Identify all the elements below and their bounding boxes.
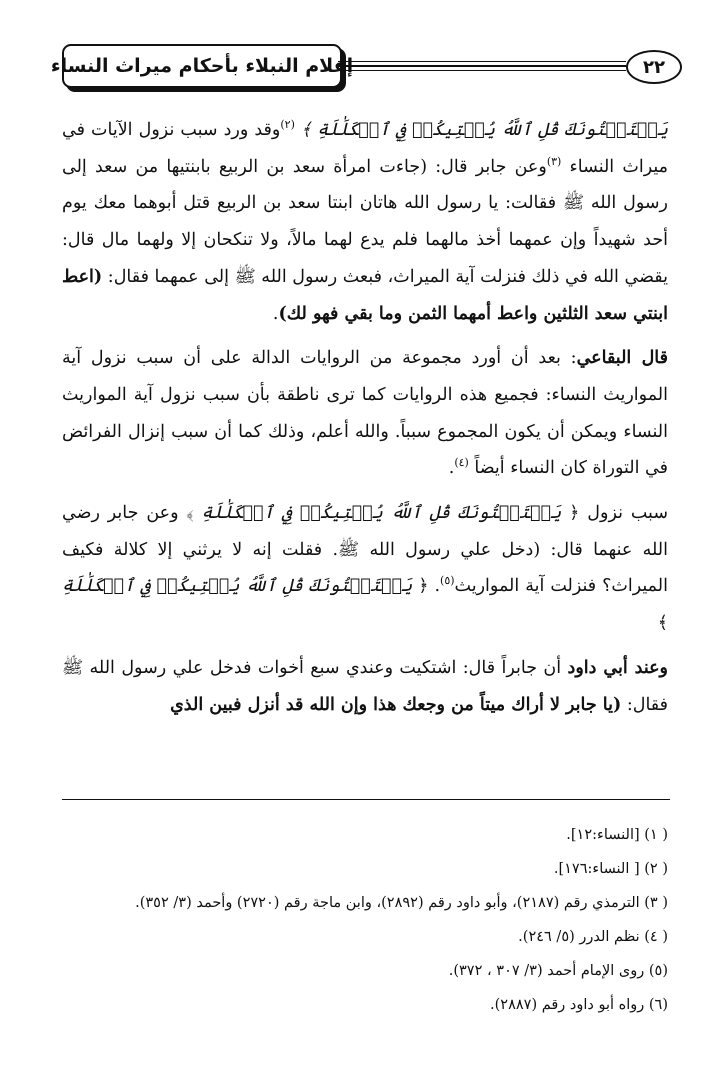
footnote: (٦) رواه أبو داود رقم (٢٨٨٧). [490, 997, 668, 1013]
footnotes [62, 818, 668, 1022]
text-segment: وعن جابر قال: (جاءت امرأة سعد بن الربيع بابنتيها من سعد إلى رسول الله ﷺ فقالت: يا رسول الله هاتان ابنتا سعد بن الربيع قتل أبوهما معك يوم أحد شهيداً وإن عمهما أخذ مالهما فلم يدع لهما مالاً، ولا تنكحان إلا ولهما مال قال: يقضي الله في ذلك فنزلت آية الميراث، فبعث رسول الله ﷺ إلى عمهما فقال: [62, 156, 668, 287]
text-segment: ﴾ [657, 613, 668, 634]
footnote: ( ٤) نظم الدرر (٥/ ٢٤٦). [518, 929, 668, 945]
header-rule [338, 61, 626, 62]
text-segment: قال البقاعي [576, 348, 668, 369]
text-segment: وقد ورد سبب نزول الآيات في ميراث النساء [62, 120, 669, 177]
header-rule [338, 65, 626, 67]
quran-verse: يَسۡتَفۡتُونَكَ قُلِ ٱللَّهُ يُفۡتِيكُمۡ فِي ٱلۡكَلَٰلَةِ ﴾ [294, 120, 668, 140]
text-segment: . [272, 303, 279, 324]
text-segment: أن جابراً قال: اشتكيت وعندي سبع أخوات فدخل علي رسول الله ﷺ فقال: [62, 657, 668, 715]
paragraph [62, 650, 668, 723]
header-rule [338, 70, 626, 71]
text-segment: ﴾ وعن جابر رضي الله عنهما قال: (دخل علي رسول الله ﷺ. فقلت إنه لا يرثني إلا كلالة فكيف الميراث؟ فنزلت آية المواريث [62, 503, 668, 597]
paragraph [62, 112, 668, 332]
quran-verse: يَسۡتَفۡتُونَكَ قُلِ ٱللَّهُ يُفۡتِيكُمۡ فِي ٱلۡكَلَٰلَةِ [201, 503, 562, 524]
footnote-marker[interactable]: (٤) [454, 456, 469, 470]
main-text [62, 112, 668, 729]
text-segment: (اعط ابنتي سعد الثلثين واعط أمهما الثمن وما بقي فهو لك) [62, 266, 668, 324]
text-segment: . ﴿ [412, 576, 441, 597]
paragraph [62, 340, 668, 487]
page-number: ٢٢ [626, 50, 682, 84]
page-header [0, 36, 718, 100]
book-title: إعلام النبلاء بأحكام ميراث النساء [50, 55, 354, 77]
paragraph [62, 495, 668, 642]
footnote-marker[interactable]: (٣) [546, 154, 562, 168]
footnote: (٥) روى الإمام أحمد (٣/ ٣٠٧ ، ٣٧٢). [448, 963, 668, 979]
text-segment: . [448, 458, 455, 479]
footnote: ( ١) [النساء:١٢]. [566, 827, 668, 843]
text-segment: : بعد أن أورد مجموعة من الروايات الدالة على أن سبب نزول آية المواريث النساء: فجميع هذه الروايات كما ترى ناطقة بأن سبب نزول آية المواريث النساء ويمكن أن يكون المجموع سبباً. والله أعلم، وذلك كما أن سبب إنزال الفرائض في التوراة كان النساء أيضاً [62, 348, 668, 479]
footnote-divider [62, 799, 670, 800]
text-segment: وعند أبي داود [567, 657, 668, 678]
quran-verse: يَسۡتَفۡتُونَكَ قُلِ ٱللَّهُ يُفۡتِيكُمۡ فِي ٱلۡكَلَٰلَةِ [62, 576, 413, 597]
footnote-marker[interactable]: (٢) [280, 118, 295, 132]
footnote-marker[interactable]: (٥) [440, 574, 455, 588]
text-segment: (يا جابر لا أراك ميتاً من وجعك هذا وإن الله قد أنزل فبين الذي [170, 694, 622, 715]
footnote: ( ٢) [ النساء:١٧٦]. [553, 861, 668, 877]
text-segment: سبب نزول ﴿ [561, 503, 669, 524]
book-title-box [50, 44, 354, 88]
footnote: ( ٣) الترمذي رقم (٢١٨٧)، وأبو داود رقم (٢٨٩٢)، وابن ماجة رقم (٢٧٢٠) وأحمد (٣/ ٣٥٢). [135, 895, 668, 911]
